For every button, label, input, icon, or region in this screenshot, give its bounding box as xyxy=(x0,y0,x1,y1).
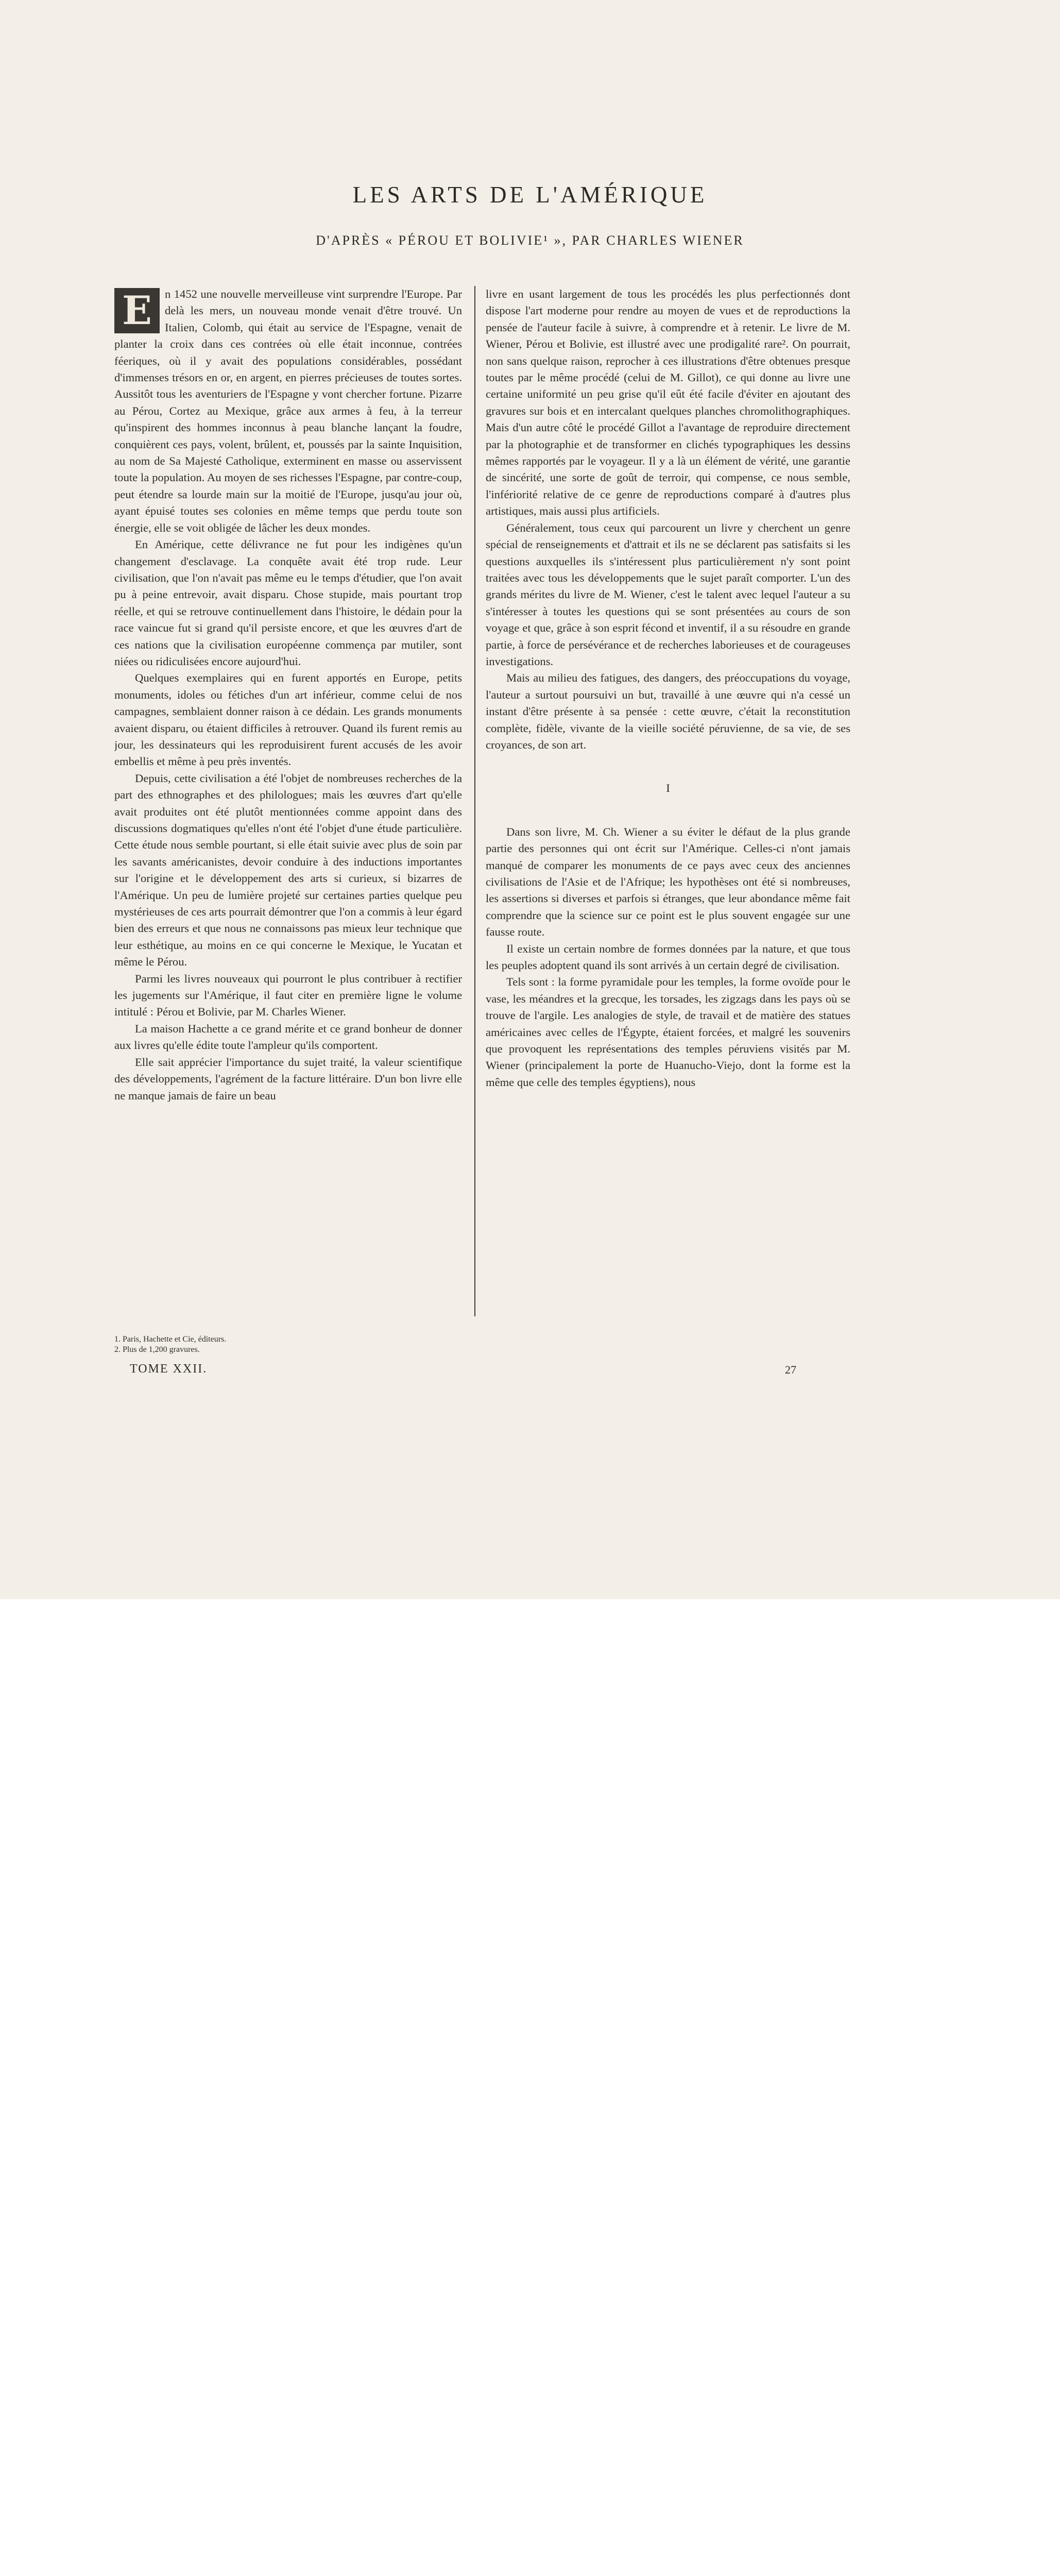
section-numeral: I xyxy=(666,782,670,795)
paragraph: Généralement, tous ceux qui parcourent un livre y cherchent un genre spécial de renseignements et d'attrait et ils ne se déclarent pas satisfaits si les questions auxquelles ils s'intéressent plus particulièrement n'y sont point traitées avec tous les développements que le sujet paraît comporter. L'un des grands mérites du livre de M. Wiener, c'est le talent avec lequel l'auteur a su s'intéresser à toutes les questions qui se sont présentées au cours de son voyage et que, grâce à son esprit fécond et inventif, il a su résoudre en grande partie, à force de persévérance et de recherches laborieuses et de courageuses investigations. xyxy=(486,521,850,668)
left-column xyxy=(114,286,462,1316)
footnote: 2. Plus de 1,200 gravures. xyxy=(114,1345,200,1354)
paragraph: Elle sait apprécier l'importance du sujet traité, la valeur scientifique des développements, l'agrément de la facture littéraire. D'un bon livre elle ne manque jamais de faire un beau xyxy=(114,1055,462,1102)
right-column xyxy=(486,286,850,1316)
paragraph: En Amérique, cette délivrance ne fut pour les indigènes qu'un changement d'esclavage. La conquête avait été trop rude. Leur civilisation, que l'on n'avait pas même eu le temps d'étudier, que l'on avait pu à peine entrevoir, avait disparu. Chose stupide, mais pourtant trop réelle, et qui se retrouve continuellement dans l'histoire, le dédain pour la race vaincue fut si grand qu'il persiste encore, et que les œuvres d'art de ces nations que la civilisation européenne commença par mutiler, sont niées ou ridiculisées encore aujourd'hui. xyxy=(114,538,462,668)
page-number: 27 xyxy=(785,1363,796,1376)
drop-cap: E xyxy=(114,288,160,333)
paragraph: Quelques exemplaires qui en furent apportés en Europe, petits monuments, idoles ou fétiches d'un art inférieur, comme celui de nos campagnes, semblaient donner raison à ce dédain. Les grands monuments avaient disparu, ou étaient difficiles à retrouver. Quand ils furent remis au jour, les dessinateurs qui les reproduisirent furent accusés de les avoir embellis et même à peu près inventés. xyxy=(114,671,462,768)
article-title: LES ARTS DE L'AMÉRIQUE xyxy=(352,182,708,208)
tome-label: TOME XXII. xyxy=(130,1362,208,1376)
paragraph: Il existe un certain nombre de formes données par la nature, et que tous les peuples adoptent quand ils sont arrivés à un certain degré de civilisation. xyxy=(486,942,850,972)
paragraph: Dans son livre, M. Ch. Wiener a su éviter le défaut de la plus grande partie des personnes qui ont écrit sur l'Amérique. Celles-ci n'ont jamais manqué de comparer les monuments de ce pays avec ceux des anciennes civilisations de l'Asie et de l'Afrique; les hypothèses ont été si nombreuses, les assertions si diverses et parfois si étranges, que leur abondance même fait comprendre que la science sur ce point est le plus souvent engagée sur une fausse route. xyxy=(486,825,850,939)
paragraph: Parmi les livres nouveaux qui pourront le plus contribuer à rectifier les jugements sur l'Amérique, il faut citer en première ligne le volume intitulé : Pérou et Bolivie, par M. Charles Wiener. xyxy=(114,972,462,1019)
paragraph: Mais au milieu des fatigues, des dangers, des préoccupations du voyage, l'auteur a surtout poursuivi un but, travaillé à une œuvre qui n'a cessé un instant d'être présente à sa pensée : cette œuvre, c'était la reconstitution complète, fidèle, vivante de la vieille société péruvienne, de sa vie, de ses croyances, de son art. xyxy=(486,671,850,751)
paragraph: Tels sont : la forme pyramidale pour les temples, la forme ovoïde pour le vase, les méandres et la grecque, les torsades, les zigzags dans les pays où se trouve de l'argile. Les analogies de style, de travail et de matière des statues américaines avec celles de l'Égypte, étaient forcées, et malgré les souvenirs que provoquent les représentations des temples péruviens visités par M. Wiener (principalement la porte de Huanucho-Viejo, dont la forme est la même que celle des temples égyptiens), nous xyxy=(486,975,850,1089)
column-divider xyxy=(474,286,475,1316)
opening-paragraph xyxy=(114,286,462,536)
opening-text: n 1452 une nouvelle merveilleuse vint surprendre l'Europe. Par delà les mers, un nouveau monde venait d'être trouvé. Un Italien, Colomb, qui était au service de l'Espagne, venait de planter la croix dans ces contrées où elle était inconnue, contrées féeriques, où il y avait des populations considérables, possédant d'immenses trésors en or, en argent, en pierres précieuses de toutes sortes. Aussitôt tous les aventuriers de l'Espagne y vont chercher fortune. Pizarre au Pérou, Cortez au Mexique, grâce aux armes à feu, à la terreur qu'inspirent des hommes inconnus à peau blanche lançant la foudre, conquièrent ces pays, volent, brûlent, et, poussés par la sainte Inquisition, au nom de Sa Majesté Catholique, exterminent en masse ou asservissent toute la population. Au moyen de ses richesses l'Espagne, par contre-coup, peut étendre sa lourde main sur la moitié de l'Europe, jusqu'au jour où, ayant épuisé toutes ses colonies en même temps que perdu toute son énergie, elle se voit obligée de lâcher les deux mondes. xyxy=(114,287,462,534)
paragraph: Depuis, cette civilisation a été l'objet de nombreuses recherches de la part des ethnographes et des philologues; mais les œuvres d'art qu'elle avait produites ont été plutôt mentionnées comme appoint dans des discussions dogmatiques qu'elles n'ont été l'objet d'une étude particulière. Cette étude nous semble pourtant, si elle était suivie avec plus de soin par les savants américanistes, devoir conduire à des inductions importantes sur l'origine et le développement des arts si curieux, si bizarres de l'Amérique. Un peu de lumière projeté sur certaines parties quelque peu mystérieuses de ces arts pourrait démontrer que l'on a commis à leur égard bien des erreurs et que nous ne connaissons pas mieux leur technique que leur esthétique, au moins en ce qui concerne le Mexique, le Yucatan et même le Pérou. xyxy=(114,771,462,969)
footer-bar xyxy=(0,1599,1060,1686)
paragraph: livre en usant largement de tous les procédés les plus perfectionnés dont dispose l'art moderne pour rendre au moyen de vues et de reproductions la pensée de l'auteur facile à suivre, à comprendre et à retenir. Le livre de M. Wiener, Pérou et Bolivie, est illustré avec une prodigalité rare². On pourrait, non sans quelque raison, reprocher à ces illustrations d'être obtenues presque toutes par le même procédé (celui de M. Gillot), ce qui donne au livre une certaine uniformité un peu grise qu'il eût été facile d'éviter en ajoutant des gravures sur bois et en intercalant quelques planches chromolithographiques. Mais d'un autre côté le procédé Gillot a l'avantage de reproduire directement par la photographie et de transformer en clichés typographiques les dessins mêmes rapportés par le voyageur. Il y a là un élément de vérité, une garantie de sincérité, une sorte de goût de terroir, qui compense, ce nous semble, l'infériorité relative de ce genre de reproductions comparé à d'autres plus artistiques, mais aussi plus artificiels. xyxy=(486,287,850,518)
footnotes xyxy=(114,1334,475,1355)
article-subtitle: D'APRÈS « PÉROU ET BOLIVIE¹ », PAR CHARLES WIENER xyxy=(316,233,744,248)
paragraph: La maison Hachette a ce grand mérite et ce grand bonheur de donner aux livres qu'elle édite toute l'ampleur qu'ils comportent. xyxy=(114,1022,462,1052)
footnote: 1. Paris, Hachette et Cie, éditeurs. xyxy=(114,1335,227,1344)
